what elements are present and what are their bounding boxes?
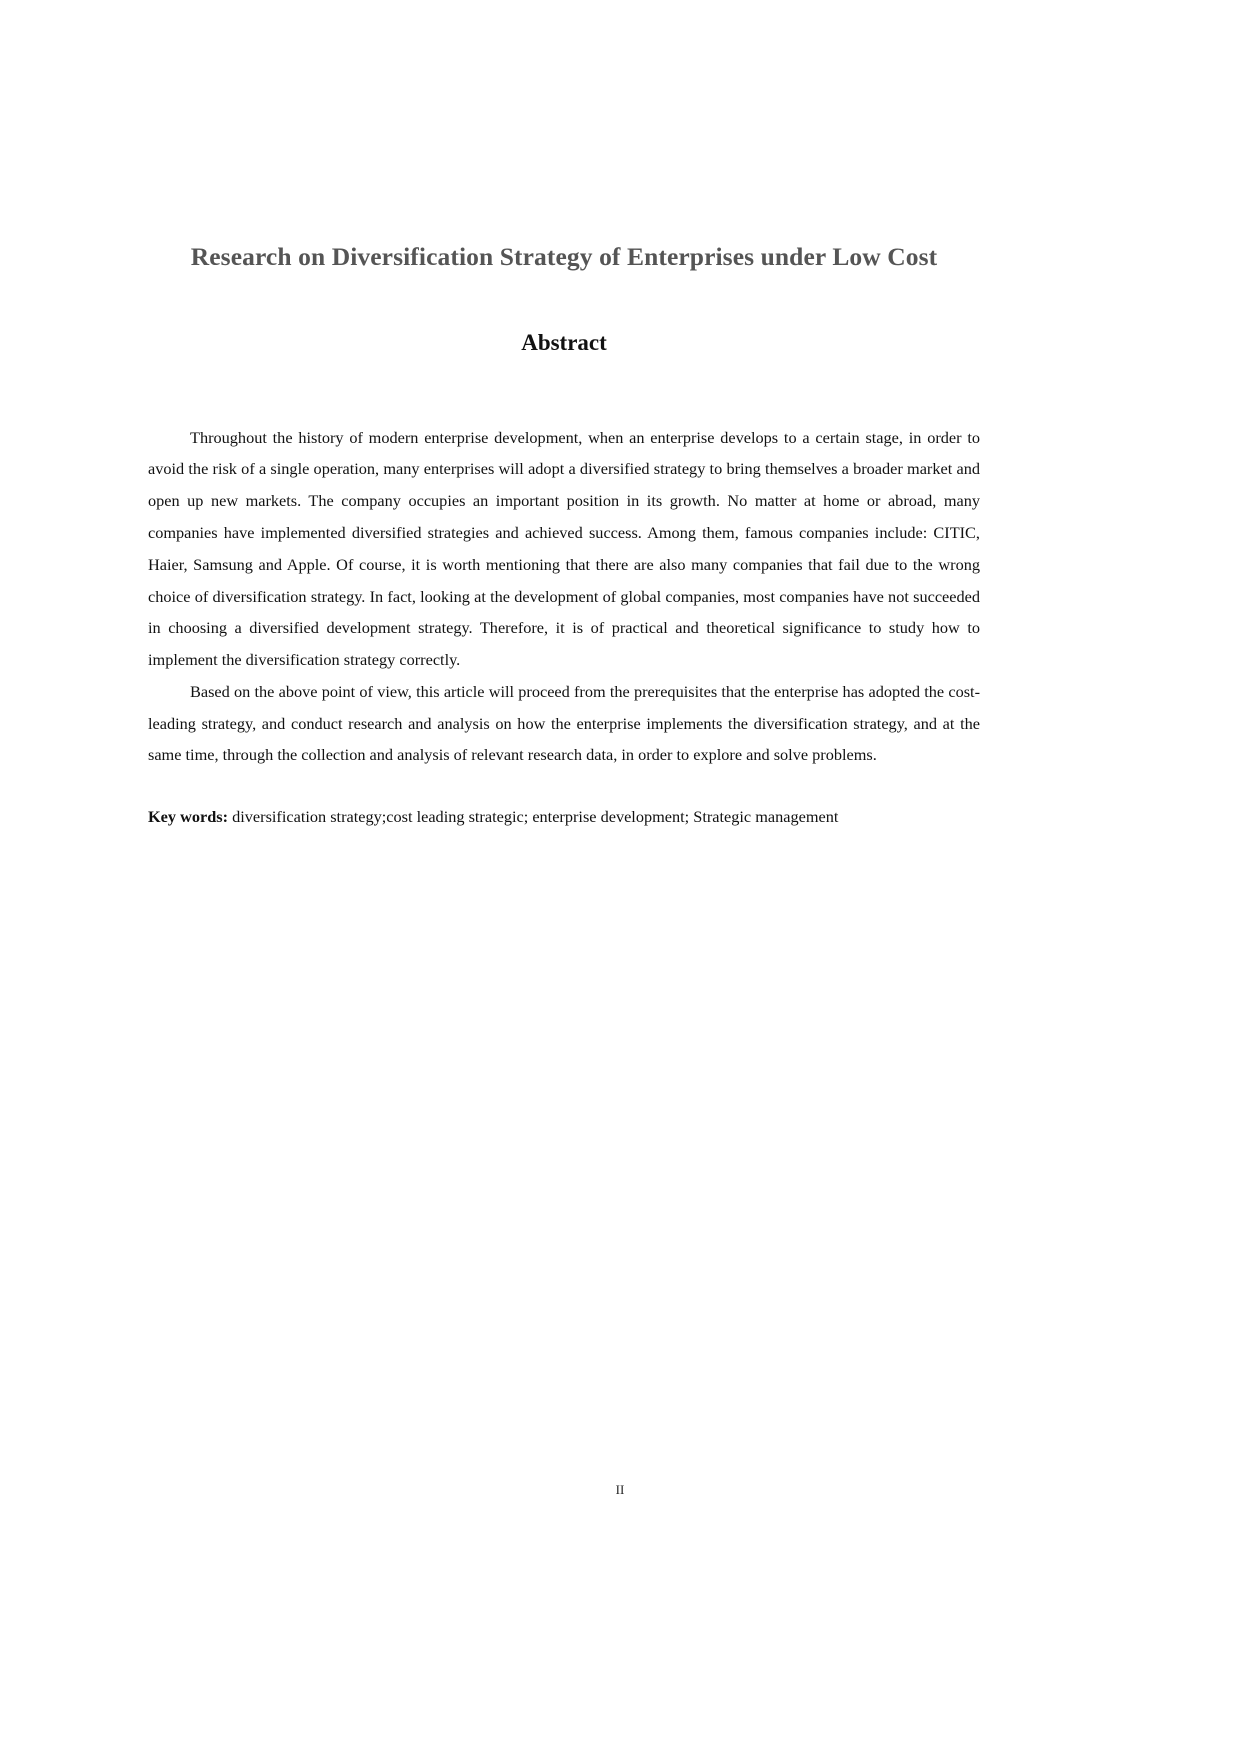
page-number: II	[615, 1482, 625, 1497]
abstract-heading: Abstract	[521, 329, 607, 355]
keywords-label: Key words:	[148, 807, 229, 827]
paragraph: Based on the above point of view, this article will proceed from the prerequisites that the enterprise has adopted the cost-leading strategy, and conduct research and analysis on how the enterprise implements the diversification strategy, and at the same time, through the collection and analysis of relevant research data, in order to explore and solve problems.	[148, 681, 980, 765]
page-content	[148, 0, 980, 833]
paragraph: Throughout the history of modern enterprise development, when an enterprise develops to a certain stage, in order to avoid the risk of a single operation, many enterprises will adopt a diversified strategy to bring themselves a broader market and open up new markets. The company occupies an important position in its growth. No matter at home or abroad, many companies have implemented diversified strategies and achieved success. Among them, famous companies include: CITIC, Haier, Samsung and Apple. Of course, it is worth mentioning that there are also many companies that fail due to the wrong choice of diversification strategy. In fact, looking at the development of global companies, most companies have not succeeded in choosing a diversified development strategy. Therefore, it is of practical and theoretical significance to study how to implement the diversification strategy correctly.	[148, 427, 980, 670]
keywords-line	[148, 771, 980, 833]
keywords-value: diversification strategy;cost leading strategic; enterprise development; Strategic management	[228, 807, 839, 827]
abstract-body	[148, 356, 980, 833]
page-title: Research on Diversification Strategy of Enterprises under Low Cost	[190, 242, 938, 271]
